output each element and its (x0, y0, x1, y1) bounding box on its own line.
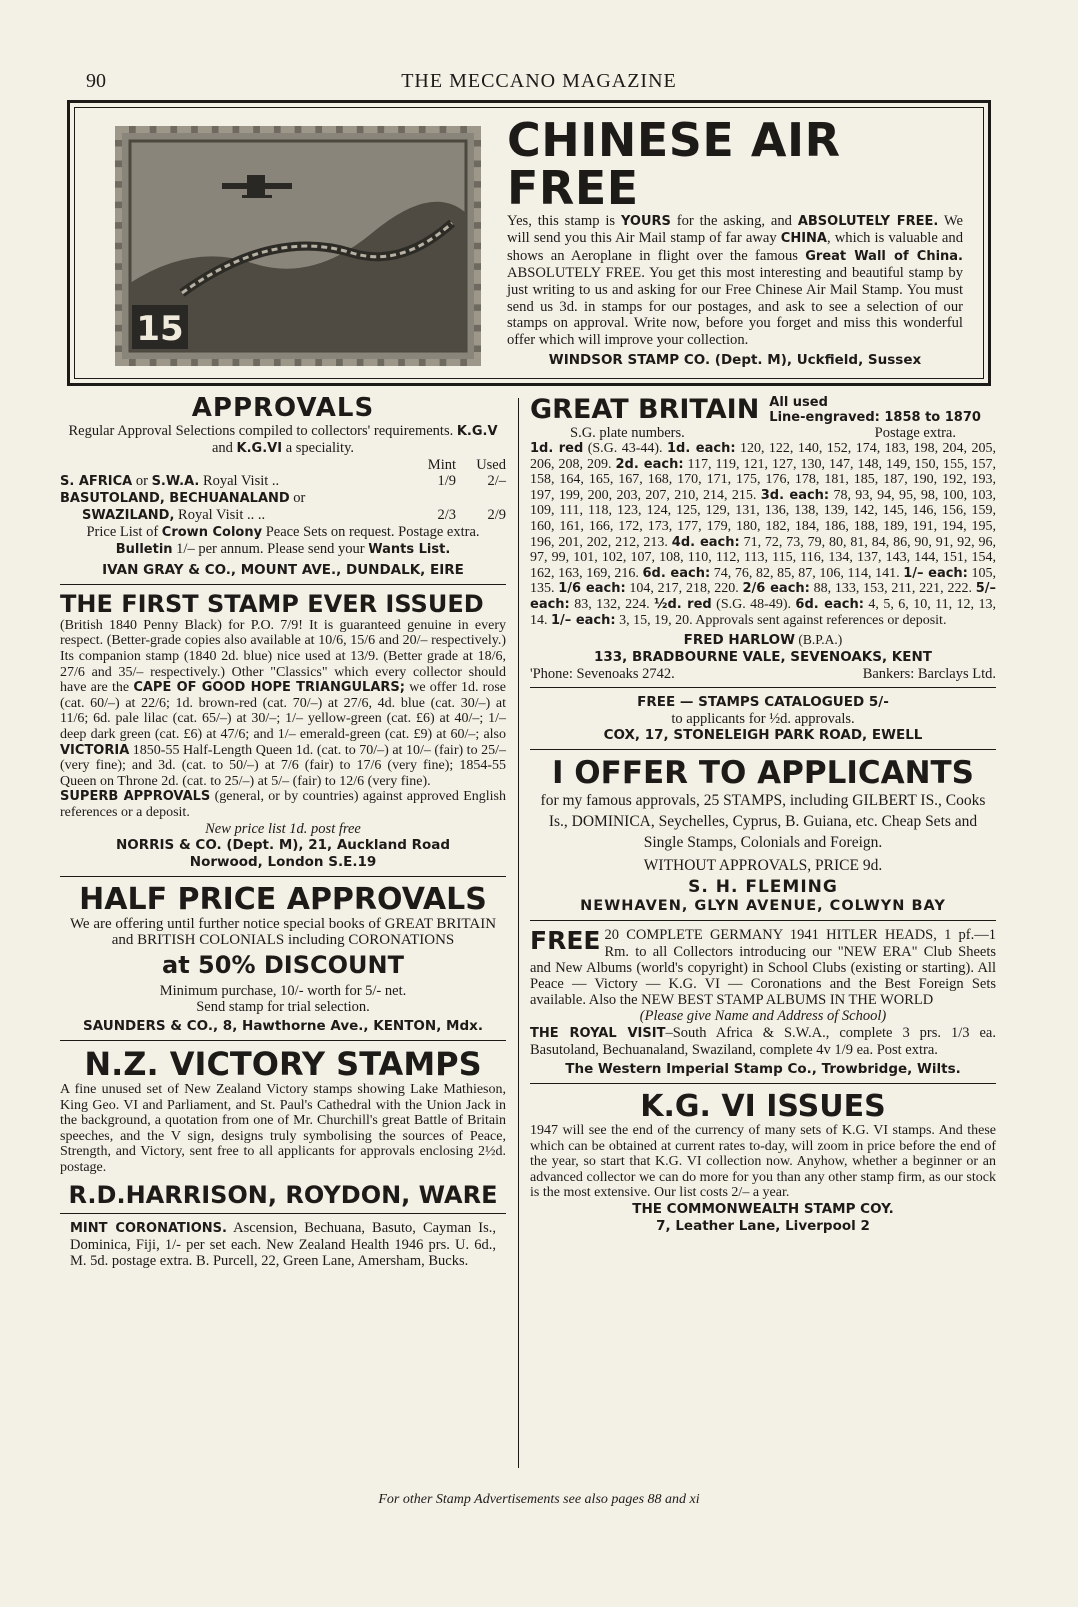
offer-title: I OFFER TO APPLICANTS (551, 755, 975, 792)
sg-line (530, 425, 996, 441)
row-label: SWAZILAND, Royal Visit .. .. (82, 507, 266, 523)
great-britain-heading (530, 394, 996, 425)
stamp-value: 15 (136, 309, 184, 349)
mint-price: 1/9 (437, 473, 456, 489)
postage-extra: Postage extra. (874, 425, 956, 441)
norris-signature-2: Norwood, London S.E.19 (189, 853, 377, 870)
harlow-signature-2: 133, BRADBOURNE VALE, SEVENOAKS, KENT (593, 649, 932, 666)
great-britain-subtitle (769, 395, 981, 425)
germany-free-ad (530, 927, 996, 1084)
first-stamp-ad (60, 591, 506, 876)
magazine-title: THE MECCANO MAGAZINE (401, 70, 677, 92)
harlow-bankers: Bankers: Barclays Ltd. (862, 666, 996, 683)
row-label: BASUTOLAND, BECHUANALAND or (60, 490, 306, 506)
mint-column-label: Mint (427, 457, 456, 473)
line-engraved-label: Line-engraved: 1858 to 1870 (769, 410, 981, 425)
first-stamp-title: THE FIRST STAMP EVER ISSUED (60, 590, 484, 619)
harlow-contact (530, 666, 996, 682)
half-price-line3: Send stamp for trial selection. (196, 998, 370, 1015)
approvals-intro: Regular Approval Selections compiled to collectors' requirements. K.G.V and K.G.VI a speciality. (68, 422, 498, 456)
fleming-signature-1: S. H. FLEMING (688, 877, 838, 898)
left-column (60, 394, 506, 1281)
great-britain-list: 1d. red (S.G. 43-44). 1d. each: 120, 122, 140, 152, 174, 183, 198, 204, 205, 206, 208, 209. 2d. each: 117, 119, 121, 127, 130, 147, 148, 149, 150, 155, 157, 158, 164, 165, 167, 168, 170, 171, 175, 176, 178, 181, 185, 187, 190, 192, 193, 197, 199, 200, 203, 207, 210, 214, 215. 3d. each: 78, 93, 94, 95, 98, 100, 103, 109, 111, 118, 123, 124, 125, 129, 131, 136, 138, 139, 142, 145, 146, 156, 159, 160, 161, 166, 172, 173, 177, 179, 180, 182, 184, 186, 188, 189, 191, 194, 195, 196, 201, 202, 212, 213. 4d. each: 71, 72, 73, 79, 80, 81, 84, 86, 90, 91, 92, 96, 97, 99, 101, 102, 107, 108, 110, 112, 113, 115, 116, 134, 137, 143, 144, 151, 154, 162, 163, 169, 216. 6d. each: 74, 76, 82, 85, 87, 106, 114, 141. 1/– each: 105, 135. 1/6 each: 104, 217, 218, 220. 2/6 each: 88, 133, 153, 211, 221, 222. 5/– each: 83, 132, 224. ½d. red (S.G. 48-49). 6d. each: 4, 5, 6, 10, 11, 12, 13, 14. 1/– each: 3, 15, 19, 20. Approvals sent against references or deposit. (530, 441, 997, 628)
half-price-title: HALF PRICE APPROVALS (79, 881, 487, 917)
norris-signature-1: NORRIS & CO. (Dept. M), 21, Auckland Road (115, 836, 451, 853)
banner-title: CHINESE AIR FREE (507, 113, 841, 216)
used-price: 2/– (487, 473, 506, 489)
chinese-air-banner (67, 100, 991, 386)
kg-vi-body: 1947 will see the end of the currency of many sets of K.G. VI stamps. And these which can be obtained at current rates to-day, will zoom in price before the end of the year, so start that K.G. VI collection now. Anyhow, whether a beginner or an advanced collector we can do more for you than any other stamp firm, as our stock is the most extensive. Our list costs 2/– a year. (530, 1123, 996, 1201)
nz-victory-ad (60, 1044, 506, 1214)
page-number: 90 (86, 70, 106, 92)
price-list-text: New price list 1d. post free (205, 820, 361, 837)
germany-text: 20 COMPLETE GERMANY 1941 HITLER HEADS, 1 pf.—1 Rm. to all Collectors introducing our "NEW ERA" Club Sheets and New Albums (world's copyright) in School Clubs (existing or starting). All Peace — Victory — K.G. VI — Coronations and the Best Foreign Sets available. Also the NEW BEST STAMP ALBUMS IN THE WORLD (530, 927, 996, 1009)
nz-victory-body: A fine unused set of New Zealand Victory stamps showing Lake Mathieson, King Geo. VI and Parliament, and St. Paul's Cathedral with the Union Jack in the background, a quotation from one of Mr. Churchill's great Battle of Britain speeches, and the V sign, designs truly symbolising the sources of Peace, Strength, and Victory, sent free to all applicants for approvals enclosing 2½d. postage. (60, 1082, 506, 1176)
discount-text: at 50% DISCOUNT (162, 951, 404, 980)
sg-plate-numbers: S.G. plate numbers. (570, 425, 685, 441)
cox-signature: COX, 17, STONELEIGH PARK ROAD, EWELL (603, 727, 923, 744)
commonwealth-signature-2: 7, Leather Lane, Liverpool 2 (656, 1218, 870, 1235)
mint-price: 2/3 (437, 507, 456, 523)
offer-ad (530, 756, 996, 921)
china-airmail-stamp-image (115, 126, 481, 366)
fleming-signature-2: NEWHAVEN, GLYN AVENUE, COLWYN BAY (580, 898, 946, 915)
western-imperial-signature: The Western Imperial Stamp Co., Trowbridge, Wilts. (565, 1061, 961, 1078)
half-price-line2: Minimum purchase, 10/- worth for 5/- net. (159, 982, 407, 999)
germany-note-text: (Please give Name and Address of School) (639, 1008, 887, 1025)
banner-body: Yes, this stamp is YOURS for the asking, and ABSOLUTELY FREE. We will send you this Air Mail stamp of far away CHINA, which is valuable and shows an Aeroplane in flight over the famous Great Wall of China. ABSOLUTELY FREE. You get this most interesting and beautiful stamp by just writing to us and asking for our Free Chinese Air Mail Stamp. You must send us 3d. in stamps for our postages, and ask to see a selection of our stamps on approval. Write now, before you forget and miss this wonderful offer which will improve your collection. (507, 212, 963, 348)
great-britain-title: GREAT BRITAIN (530, 394, 760, 425)
harlow-phone: 'Phone: Sevenoaks 2742. (530, 666, 675, 683)
nz-victory-title: N.Z. VICTORY STAMPS (84, 1044, 482, 1083)
offer-body: for my famous approvals, 25 STAMPS, including GILBERT IS., Cooks Is., DOMINICA, Seychelles, Cyprus, B. Guiana, etc. Cheap Sets and Single Stamps, Colonials and Foreign. (540, 792, 986, 852)
free-catalogued-ad (530, 694, 996, 750)
approvals-row-swaziland (60, 507, 506, 524)
mint-coronations-body: MINT CORONATIONS. Ascension, Bechuana, Basuto, Cayman Is., Dominica, Fiji, 1/- per set each. New Zealand Health 1946 prs. U. 6d., M. 5d. postage extra. B. Purcell, 22, Green Lane, Amersham, Bucks. (70, 1220, 497, 1270)
used-column-label: Used (476, 457, 506, 473)
price-list-note (60, 821, 506, 837)
harlow-name: FRED HARLOW (683, 632, 796, 649)
half-price-ad (60, 883, 506, 1041)
row-label: S. AFRICA or S.W.A. Royal Visit .. (60, 473, 280, 489)
germany-note (530, 1008, 996, 1024)
half-price-line1: We are offering until further notice special books of GREAT BRITAIN and BRITISH COLONIALS including CORONATIONS (69, 915, 497, 948)
free-catalogued-line1: FREE — STAMPS CATALOGUED 5/- (637, 694, 889, 711)
free-word: FREE (530, 926, 601, 956)
superb-approvals: SUPERB APPROVALS (general, or by countries) against approved English references or a deposit. (60, 789, 506, 820)
kg-vi-title: K.G. VI ISSUES (640, 1089, 886, 1125)
mint-coronations-ad (60, 1220, 506, 1275)
harrison-signature: R.D.HARRISON, ROYDON, WARE (68, 1180, 498, 1209)
germany-body (530, 927, 996, 1008)
commonwealth-signature-1: THE COMMONWEALTH STAMP COY. (632, 1201, 894, 1218)
great-britain-ad (530, 394, 996, 688)
royal-visit: THE ROYAL VISIT–South Africa & S.W.A., complete 3 prs. 1/3 ea. Basutoland, Bechuanaland, Swaziland, complete 4v 1/9 ea. Post extra. (530, 1024, 996, 1058)
approvals-signature: IVAN GRAY & CO., MOUNT AVE., DUNDALK, EIRE (102, 562, 464, 579)
approvals-ad (60, 394, 506, 585)
first-stamp-body: (British 1840 Penny Black) for P.O. 7/9! It is guaranteed genuine in every respect. (Better-grade copies also available at 10/6, 15/6 and 20/– respectively.) Its companion stamp (1840 2d. blue) nice used at 13/9. (Better grade at 18/6, 27/6 and 35/– respectively.) Other "Classics" which every collector should have are the CAPE OF GOOD HOPE TRIANGULARS; we offer 1d. rose (cat. 60/–) at 22/6; 1d. brown-red (cat. 70/–) at 27/6, 4d. blue (cat. 30/–) at 11/6; 6d. pale lilac (cat. 65/–) at 30/–; 1/– yellow-green (cat. £6) at 40/–; 1/– deep dark green (cat. £6) at 47/6; and 1/– emerald-green (cat. £9) at 60/–; also VICTORIA 1850-55 Half-Length Queen 1d. (cat. to 70/–) at 10/– (fair) to 25/– (very fine); and 3d. (cat. to 50/–) at 7/6 (fair) to 17/6 (very fine); 1854-55 Queen on Throne 2d. (cat. to 25/–) at 5/– (fair) to 12/6 (very fine). (60, 617, 506, 789)
kg-vi-ad (530, 1090, 996, 1240)
used-price: 2/9 (487, 507, 506, 523)
footer-note: For other Stamp Advertisements see also pages 88 and xi (378, 1492, 700, 1507)
offer-line: WITHOUT APPROVALS, PRICE 9d. (643, 857, 883, 875)
approvals-title: APPROVALS (191, 393, 375, 423)
free-catalogued-line2: to applicants for ½d. approvals. (671, 711, 855, 728)
approvals-price-header (60, 457, 506, 473)
approvals-row-basutoland (60, 490, 506, 507)
approvals-after: Price List of Crown Colony Peace Sets on request. Postage extra. Bulletin 1/– per annum. Please send your Wants List. (86, 524, 480, 558)
right-column (530, 394, 996, 1246)
column-divider (518, 398, 519, 1468)
saunders-signature: SAUNDERS & CO., 8, Hawthorne Ave., KENTON, Mdx. (83, 1017, 483, 1034)
harlow-signature-1 (530, 631, 996, 649)
harlow-bpa: (B.P.A.) (795, 632, 843, 648)
all-used-label: All used (769, 395, 828, 410)
banner-signature: WINDSOR STAMP CO. (Dept. M), Uckfield, Sussex (548, 352, 922, 369)
approvals-row-south-africa (60, 473, 506, 490)
